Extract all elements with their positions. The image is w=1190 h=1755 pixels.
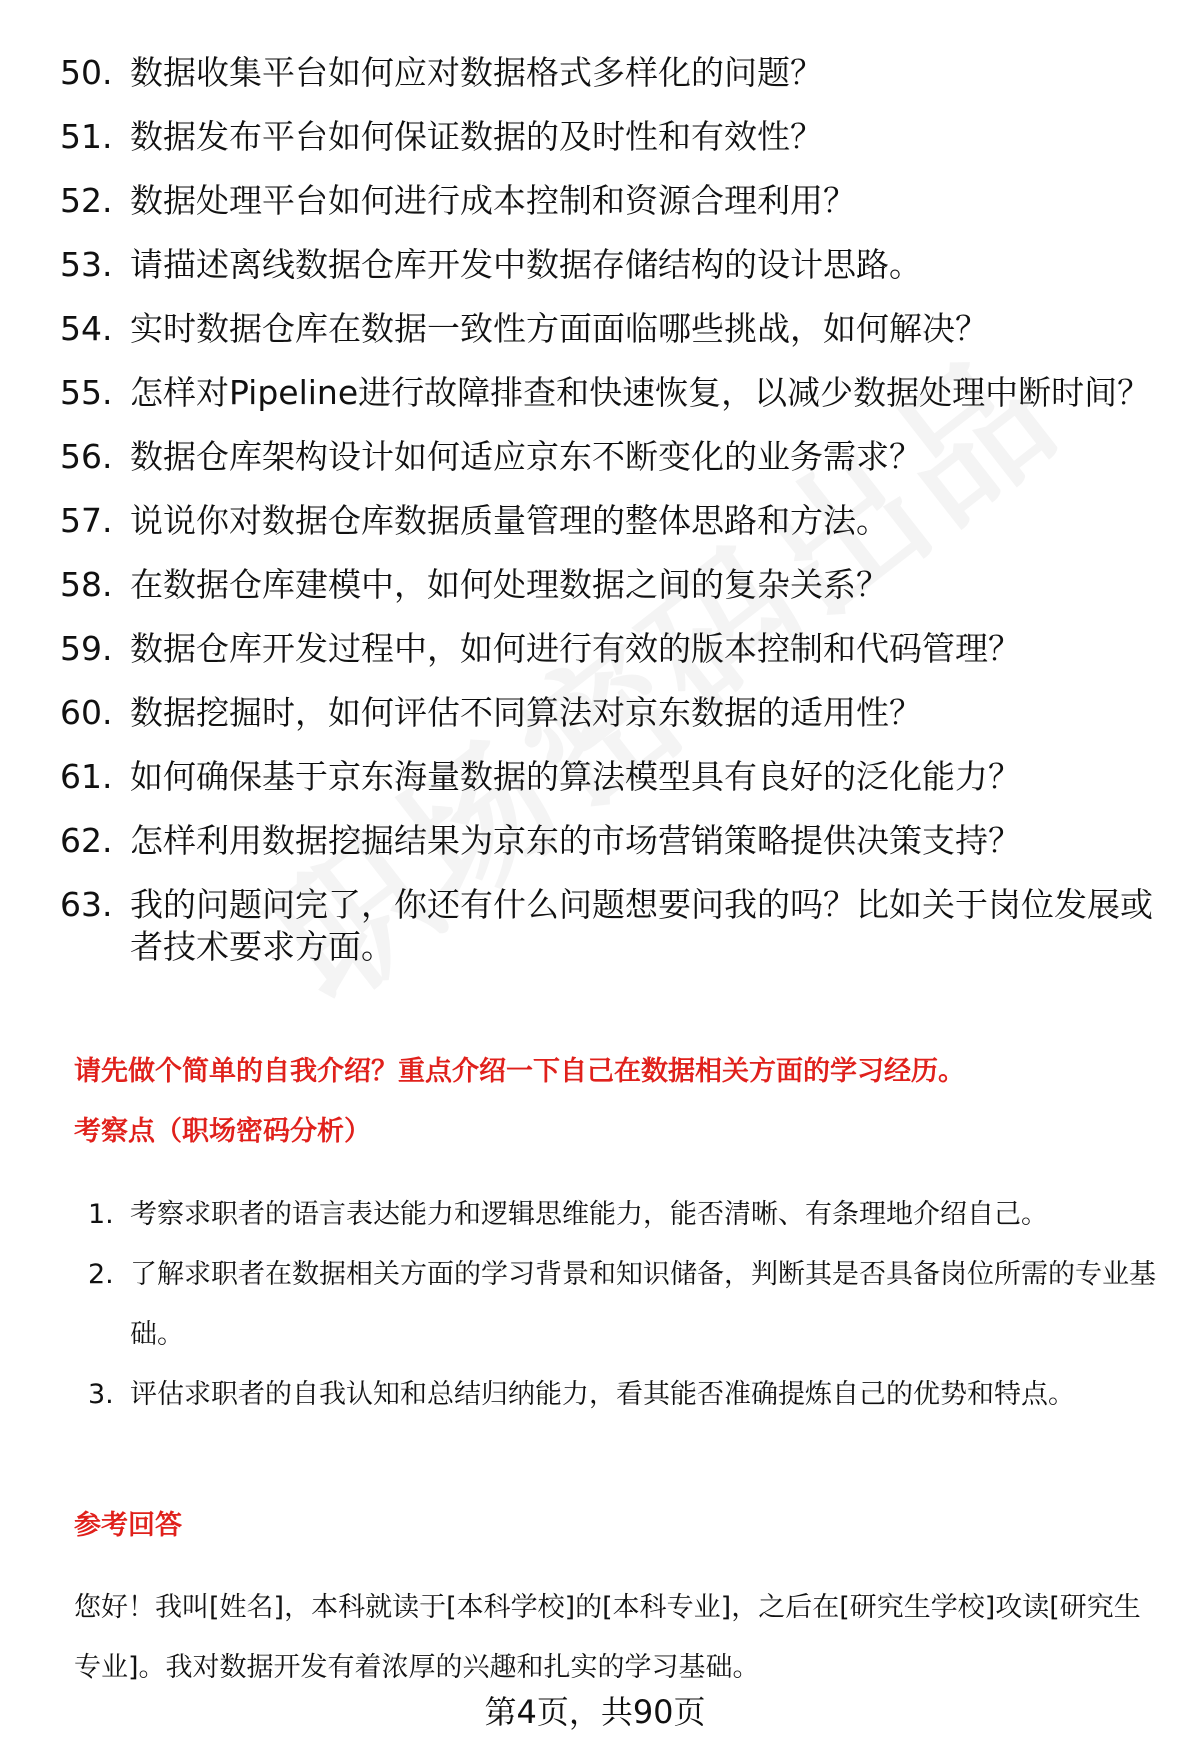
question-item — [0, 500, 1190, 542]
question-item — [0, 628, 1190, 670]
question-text: 如何确保基于京东海量数据的算法模型具有良好的泛化能力？ — [130, 757, 1021, 796]
question-text: 我的问题问完了，你还有什么问题想要问我的吗？比如关于岗位发展或者技术要求方面。 — [130, 885, 1153, 966]
question-item — [0, 308, 1190, 350]
point-text: 考察求职者的语言表达能力和逻辑思维能力，能否清晰、有条理地介绍自己。 — [130, 1199, 1048, 1230]
question-number: 58. — [60, 565, 113, 604]
question-item — [0, 372, 1190, 414]
reference-answer: 您好！我叫[姓名]，本科就读于[本科学校]的[本科专业]，之后在[研究生学校]攻读[研究生专业]。我对数据开发有着浓厚的兴趣和扎实的学习基础。 — [74, 1592, 1141, 1683]
question-number: 53. — [60, 245, 113, 284]
question-number: 51. — [60, 117, 113, 156]
question-text: 数据收集平台如何应对数据格式多样化的问题？ — [130, 53, 823, 92]
question-item — [0, 564, 1190, 606]
point-text: 评估求职者的自我认知和总结归纳能力，看其能否准确提炼自己的优势和特点。 — [130, 1379, 1075, 1410]
point-item — [0, 1185, 1190, 1245]
question-number: 63. — [60, 885, 113, 924]
question-text: 实时数据仓库在数据一致性方面面临哪些挑战，如何解决？ — [130, 309, 988, 348]
section-title: 请先做个简单的自我介绍？重点介绍一下自己在数据相关方面的学习经历。 — [74, 1056, 965, 1087]
question-text: 数据处理平台如何进行成本控制和资源合理利用？ — [130, 181, 856, 220]
question-item — [0, 52, 1190, 94]
question-text: 怎样对Pipeline进行故障排查和快速恢复，以减少数据处理中断时间？ — [130, 373, 1151, 412]
question-item — [0, 244, 1190, 286]
question-text: 说说你对数据仓库数据质量管理的整体思路和方法。 — [130, 501, 889, 540]
section-subtitle: 考察点（职场密码分析） — [74, 1116, 371, 1147]
assessment-points — [0, 1185, 1190, 1425]
question-item — [0, 436, 1190, 478]
question-item — [0, 692, 1190, 734]
question-item — [0, 116, 1190, 158]
question-number: 62. — [60, 821, 113, 860]
point-number: 1. — [88, 1199, 114, 1230]
question-text: 数据仓库架构设计如何适应京东不断变化的业务需求？ — [130, 437, 922, 476]
question-item — [0, 884, 1190, 968]
question-text: 请描述离线数据仓库开发中数据存储结构的设计思路。 — [130, 245, 922, 284]
question-number: 52. — [60, 181, 113, 220]
question-number: 54. — [60, 309, 113, 348]
point-number: 2. — [88, 1259, 114, 1290]
point-number: 3. — [88, 1379, 114, 1410]
point-item — [0, 1365, 1190, 1425]
point-text: 了解求职者在数据相关方面的学习背景和知识储备，判断其是否具备岗位所需的专业基础。 — [130, 1259, 1156, 1350]
question-item — [0, 180, 1190, 222]
question-number: 61. — [60, 757, 113, 796]
question-number: 50. — [60, 53, 113, 92]
question-text: 在数据仓库建模中，如何处理数据之间的复杂关系？ — [130, 565, 889, 604]
question-number: 55. — [60, 373, 113, 412]
question-text: 数据发布平台如何保证数据的及时性和有效性？ — [130, 117, 823, 156]
question-number: 56. — [60, 437, 113, 476]
question-number: 57. — [60, 501, 113, 540]
question-text: 数据挖掘时，如何评估不同算法对京东数据的适用性？ — [130, 693, 922, 732]
question-item — [0, 820, 1190, 862]
question-text: 数据仓库开发过程中，如何进行有效的版本控制和代码管理？ — [130, 629, 1021, 668]
page-footer: 第4页，共90页 — [484, 1693, 706, 1731]
question-item — [0, 756, 1190, 798]
reference-title: 参考回答 — [74, 1510, 182, 1541]
question-number: 59. — [60, 629, 113, 668]
question-text: 怎样利用数据挖掘结果为京东的市场营销策略提供决策支持？ — [130, 821, 1021, 860]
point-item — [0, 1245, 1190, 1365]
question-list — [0, 52, 1190, 990]
question-number: 60. — [60, 693, 113, 732]
